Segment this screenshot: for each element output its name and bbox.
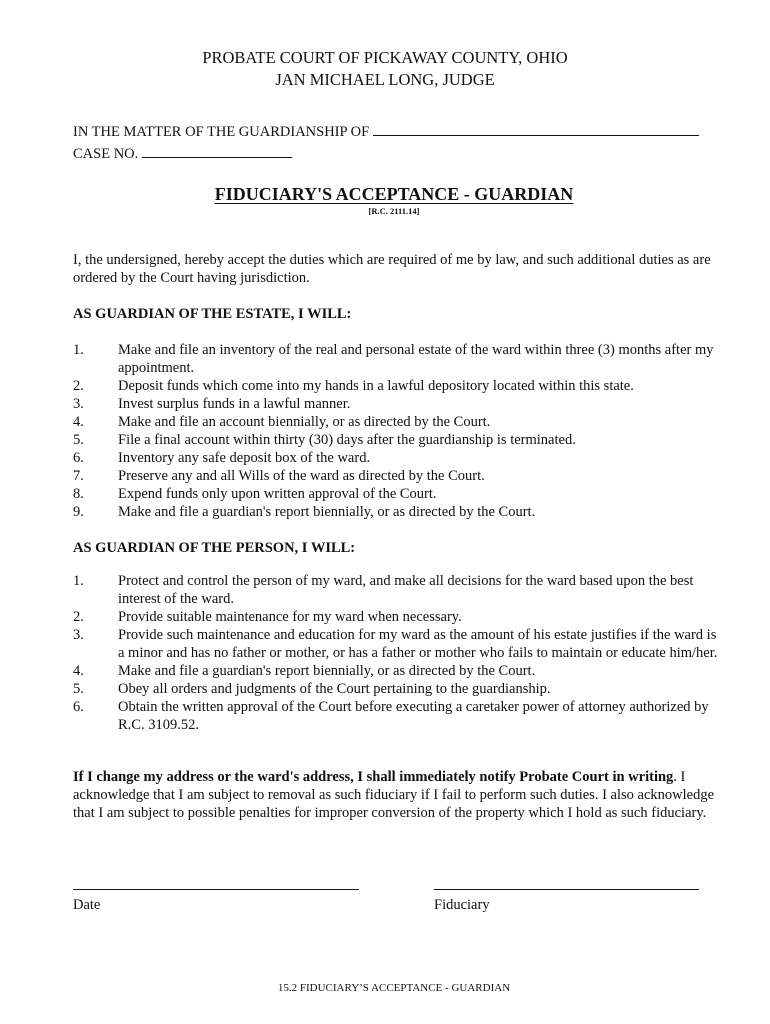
form-footer: 15.2 FIDUCIARY’S ACCEPTANCE - GUARDIAN <box>277 982 511 994</box>
list-item: 7. Preserve any and all Wills of the ward as directed by the Court. <box>73 468 485 484</box>
list-item: 4. Make and file a guardian's report biennially, or as directed by the Court. <box>73 663 536 679</box>
list-item: 1. Make and file an inventory of the real and personal estate of the ward within three (3) months after my appointment. <box>73 342 714 376</box>
case-number-line <box>73 144 292 164</box>
list-item: 6. Obtain the written approval of the Court before executing a caretaker power of attorney authorized by R.C. 3109.52. <box>73 699 709 733</box>
person-duties-list <box>73 572 718 734</box>
document-title: FIDUCIARY'S ACCEPTANCE - GUARDIAN <box>214 184 574 204</box>
list-item: 3. Provide such maintenance and education for my ward as the amount of his estate justifies if the ward is a minor and has no father or mother, or has a father or mother who fails to maintain or educate him/her. <box>73 627 718 661</box>
intro-paragraph: I, the undersigned, hereby accept the duties which are required of me by law, and such additional duties as are ordered by the Court having jurisdiction. <box>73 252 711 286</box>
statute-reference: [R.C. 2111.14] <box>368 206 420 216</box>
list-item: 4. Make and file an account biennially, or as directed by the Court. <box>73 414 491 430</box>
estate-duties-heading: AS GUARDIAN OF THE ESTATE, I WILL: <box>73 306 352 322</box>
person-duties-heading: AS GUARDIAN OF THE PERSON, I WILL: <box>73 540 356 556</box>
ward-name-blank[interactable] <box>373 122 699 136</box>
list-item: 5. File a final account within thirty (30) days after the guardianship is terminated. <box>73 432 576 448</box>
list-item: 8. Expend funds only upon written approval of the Court. <box>73 486 437 502</box>
fiduciary-label: Fiduciary <box>434 897 490 913</box>
guardianship-matter-label: IN THE MATTER OF THE GUARDIANSHIP OF <box>73 124 370 140</box>
judge-name: JAN MICHAEL LONG, JUDGE <box>275 70 495 89</box>
list-item: 2. Provide suitable maintenance for my ward when necessary. <box>73 609 462 625</box>
list-item: 2. Deposit funds which come into my hands in a lawful depository located within this state. <box>73 378 634 394</box>
address-change-notice: If I change my address or the ward's address, I shall immediately notify Probate Court in writing <box>73 769 674 785</box>
date-signature-line[interactable] <box>73 889 359 890</box>
case-number-label: CASE NO. <box>73 146 139 162</box>
list-item: 6. Inventory any safe deposit box of the ward. <box>73 450 371 466</box>
fiduciary-signature-line[interactable] <box>434 889 699 890</box>
estate-duties-list <box>73 341 718 521</box>
date-label: Date <box>73 897 101 913</box>
list-item: 1. Protect and control the person of my ward, and make all decisions for the ward based upon the best interest of the ward. <box>73 573 694 607</box>
case-number-blank[interactable] <box>142 144 292 158</box>
acknowledgement-text: . I acknowledge that I am subject to removal as such fiduciary if I fail to perform such duties. I also acknowledge that I am subject to possible penalties for improper conversion of the property which I hold as such fiduciary. <box>73 769 715 821</box>
closing-paragraph <box>73 768 718 822</box>
guardianship-matter-line <box>73 122 699 142</box>
list-item: 9. Make and file a guardian's report biennially, or as directed by the Court. <box>73 504 536 520</box>
court-name: PROBATE COURT OF PICKAWAY COUNTY, OHIO <box>202 48 568 67</box>
list-item: 5. Obey all orders and judgments of the Court pertaining to the guardianship. <box>73 681 551 697</box>
list-item: 3. Invest surplus funds in a lawful manner. <box>73 396 351 412</box>
